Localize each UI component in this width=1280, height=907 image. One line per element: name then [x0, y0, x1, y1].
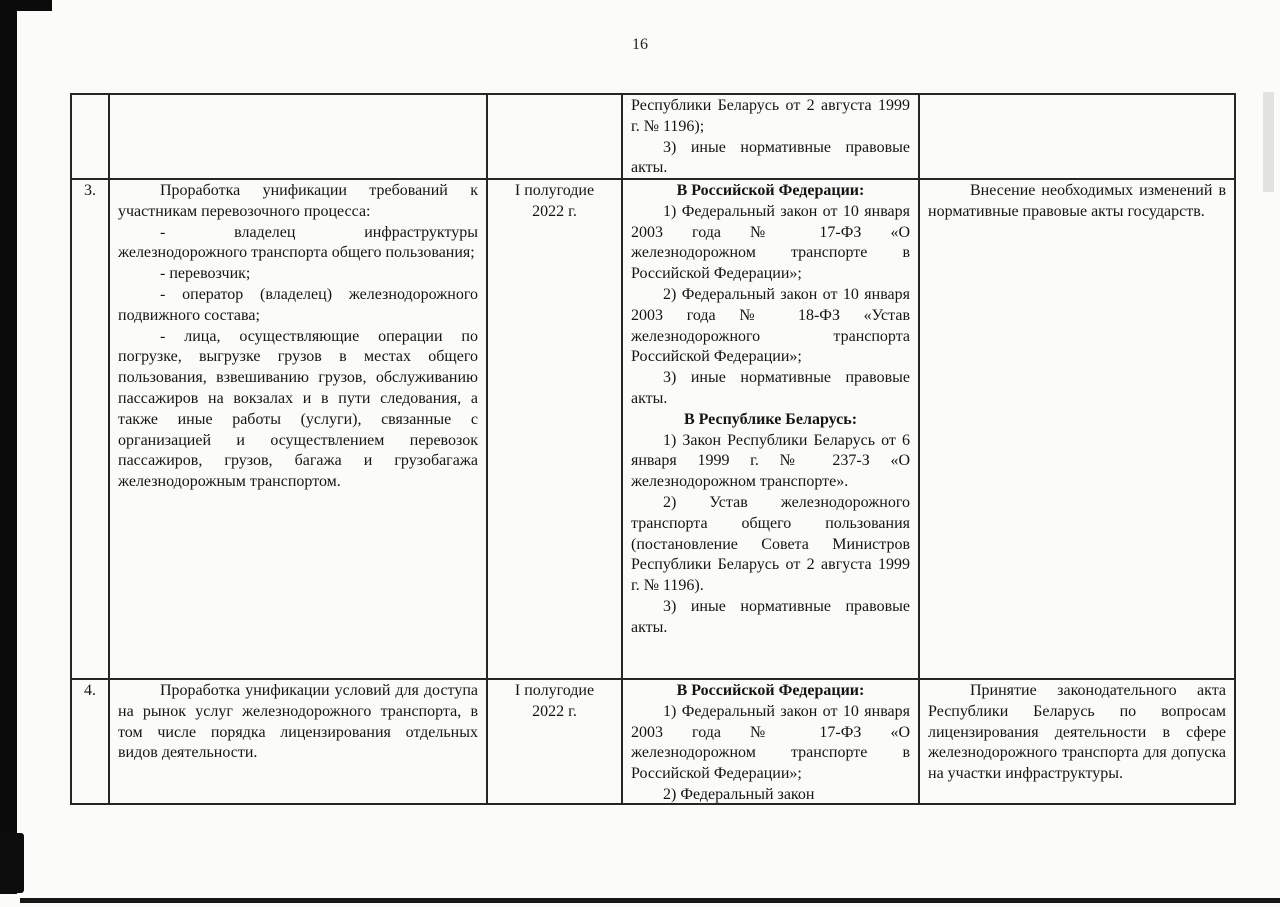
paragraph: Внесение необходимых изменений в нормативные правовые акты государств. [928, 182, 1226, 220]
term-line: 2022 г. [532, 702, 577, 720]
cell-term [487, 94, 622, 179]
paragraph: 2) Федеральный закон [663, 785, 815, 803]
cell-content [631, 681, 910, 803]
cell-term [487, 179, 622, 679]
cell-content [118, 181, 478, 678]
table-row [71, 94, 1235, 179]
cell-content [496, 96, 613, 178]
plan-table-container [70, 93, 1236, 805]
scan-artifact-left-band-top [0, 0, 52, 11]
cell-legal-basis [622, 94, 919, 179]
cell-outcome [919, 179, 1235, 679]
paragraph: 2) Устав железнодорожного транспорта общего пользования (постановление Совета Министров Республики Беларусь от 2 августа 1999 г. № 1196). [631, 493, 910, 595]
paragraph: - оператор (владелец) железнодорожного подвижного состава; [118, 285, 478, 324]
cell-content [631, 96, 910, 178]
paragraph: - лица, осуществляющие операции по погрузке, выгрузке грузов в местах общего пользования, взвешиванию грузов, обслуживанию пассажиров на вокзалах и в пути следования, а также иные работы (услуги), связанные с организацией и осуществлением перевозок пассажиров, грузов, багажа и грузобагажа железнодорожным транспортом. [118, 327, 478, 491]
paragraph: 3) иные нормативные правовые акты. [631, 597, 910, 636]
paragraph: - владелец инфраструктуры железнодорожного транспорта общего пользования; [118, 223, 478, 262]
scan-artifact-left-band-blob [0, 833, 24, 893]
cell-legal-basis [622, 679, 919, 804]
cell-task [109, 679, 487, 804]
cell-content [928, 681, 1226, 803]
cell-row-number [71, 94, 109, 179]
paragraph: 2) Федеральный закон от 10 января 2003 года № 18-ФЗ «Устав железнодорожного транспорта Российской Федерации»; [631, 285, 910, 366]
cell-content [496, 681, 613, 803]
scan-artifact-page-edge-line [20, 898, 1280, 903]
paragraph: 1) Федеральный закон от 10 января 2003 года № 17-ФЗ «О железнодорожном транспорте в Российской Федерации»; [631, 702, 910, 783]
paragraph: 1) Федеральный закон от 10 января 2003 года № 17-ФЗ «О железнодорожном транспорте в Российской Федерации»; [631, 202, 910, 283]
paragraph: В Российской Федерации: [676, 182, 865, 199]
cell-task [109, 94, 487, 179]
paragraph: - перевозчик; [160, 265, 251, 283]
cell-row-number [71, 179, 109, 679]
cell-content [928, 96, 1226, 178]
plan-table [70, 93, 1236, 805]
paragraph: Республики Беларусь от 2 августа 1999 г. № 1196); [631, 97, 910, 135]
cell-outcome [919, 94, 1235, 179]
cell-content [80, 96, 100, 178]
paragraph: Принятие законодательного акта Республики Беларусь по вопросам лицензирования деятельности в сфере железнодорожного транспорта для допуска на участки инфраструктуры. [928, 682, 1226, 783]
cell-content [80, 181, 100, 678]
cell-content [118, 681, 478, 803]
term-line: I полугодие [514, 682, 595, 699]
cell-content [928, 181, 1226, 678]
cell-outcome [919, 679, 1235, 804]
cell-row-number [71, 679, 109, 804]
cell-content [496, 181, 613, 678]
term-line: 2022 г. [532, 202, 577, 220]
paragraph: Проработка унификации условий для доступа на рынок услуг железнодорожного транспорта, в том числе порядка лицензирования отдельных видов деятельности. [118, 682, 478, 762]
table-row [71, 679, 1235, 804]
paragraph: 3) иные нормативные правовые акты. [631, 138, 910, 177]
paragraph: Проработка унификации требований к участникам перевозочного процесса: [118, 182, 478, 220]
paragraph: 3) иные нормативные правовые акты. [631, 369, 910, 407]
cell-content [80, 681, 100, 803]
scan-artifact-left-band [0, 0, 17, 894]
row-number-text: 4. [84, 682, 96, 699]
paragraph: 1) Закон Республики Беларусь от 6 января 1999 г. № 237-З «О железнодорожном транспорте». [631, 431, 910, 491]
term-line: I полугодие [514, 182, 595, 199]
cell-task [109, 179, 487, 679]
row-number-text: 3. [84, 182, 96, 199]
cell-content [118, 96, 478, 178]
cell-term [487, 679, 622, 804]
page-number: 16 [632, 36, 648, 53]
paragraph: В Российской Федерации: [676, 682, 865, 699]
table-row [71, 179, 1235, 679]
scan-artifact-right-streak [1263, 92, 1274, 192]
cell-content [631, 181, 910, 678]
paragraph: В Республике Беларусь: [683, 410, 858, 428]
cell-legal-basis [622, 179, 919, 679]
